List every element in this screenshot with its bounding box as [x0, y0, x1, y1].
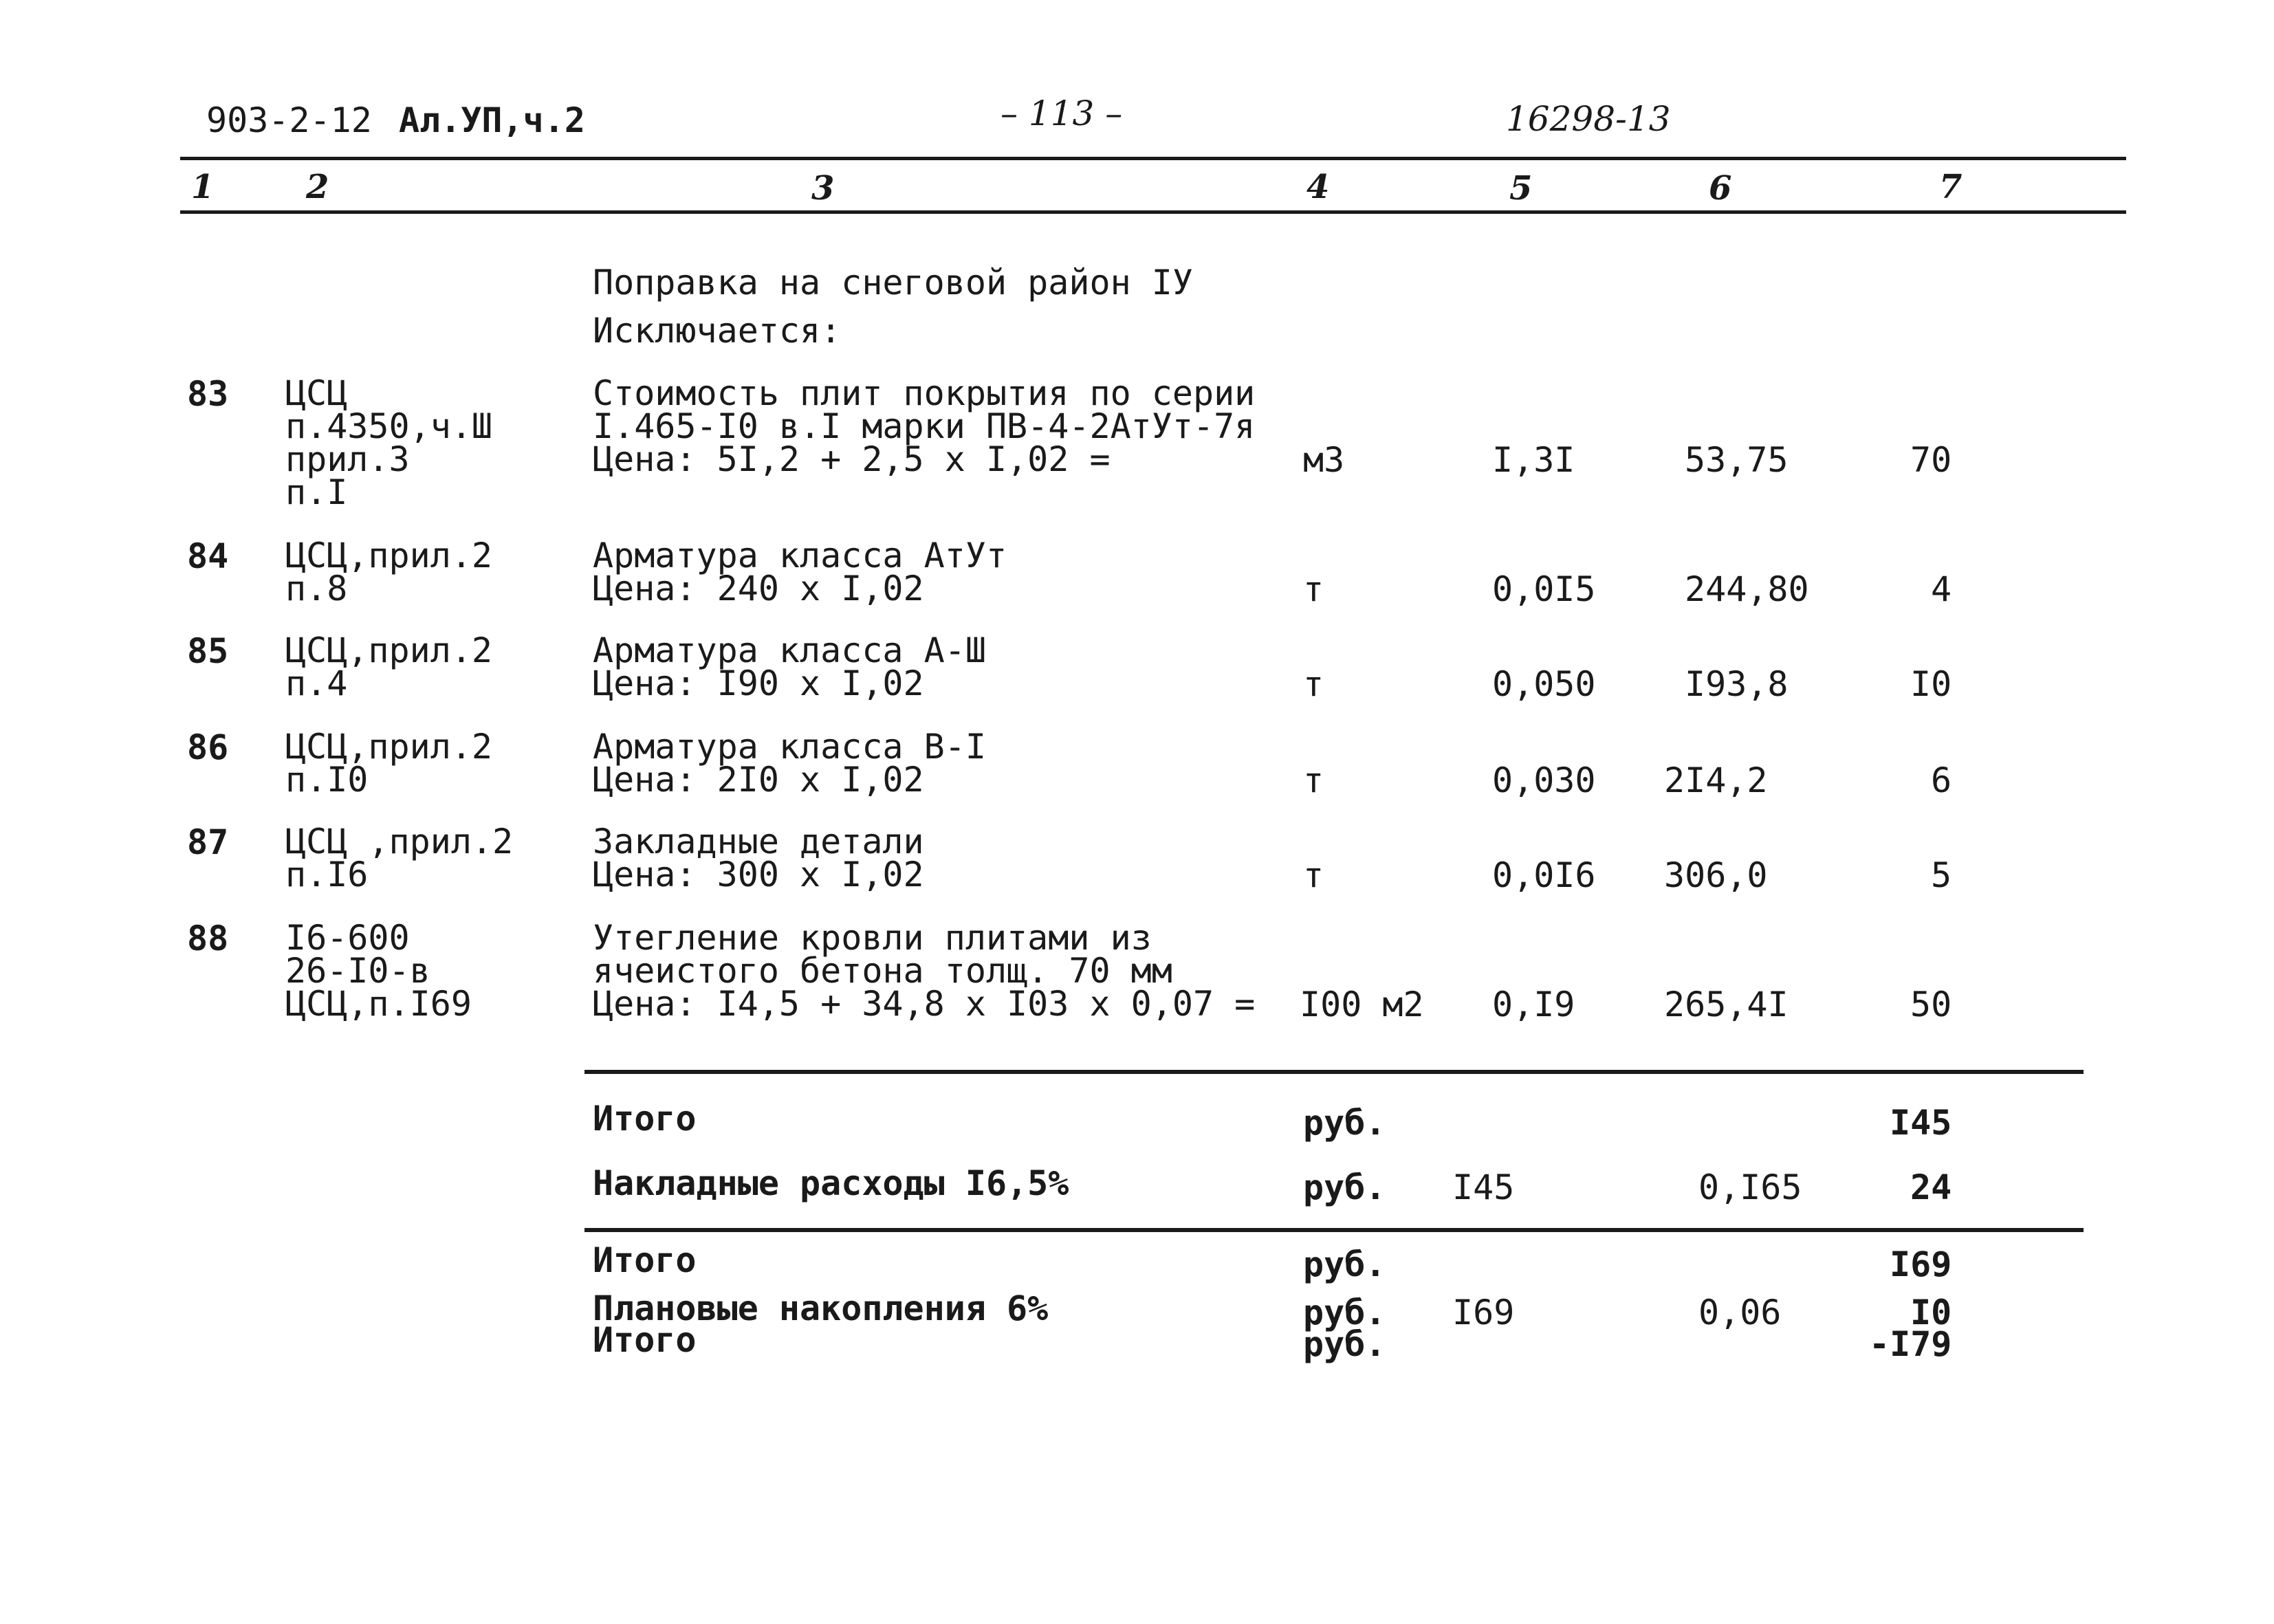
reference-cell: ЦСЦ ,прил.2 п.I6	[285, 822, 514, 895]
total-cell: 6	[1931, 760, 1952, 800]
price-cell: 265,4I	[1664, 985, 1789, 1024]
row-number: 83	[187, 374, 229, 414]
summary-unit: руб.	[1303, 1103, 1386, 1143]
summary-rule	[584, 1228, 2084, 1232]
summary-label: Итого	[593, 1099, 697, 1139]
summary-label: Итого	[593, 1240, 697, 1280]
section-heading: Поправка на снеговой район IУ	[593, 263, 1193, 303]
quantity-cell: 0,050	[1492, 664, 1596, 704]
column-number: 4	[1307, 168, 1330, 206]
summary-rule	[584, 1070, 2084, 1074]
summary-rate: 0,06	[1698, 1293, 1782, 1332]
summary-total: -I79	[1869, 1324, 1952, 1364]
description-cell: Стоимость плит покрытия по серии I.465-I0 в.I марки ПВ-4-2АтУт-7я Цена: 5I,2 + 2,5 х I,02 =	[593, 373, 1256, 479]
summary-label: Итого	[593, 1320, 697, 1360]
summary-base: I69	[1452, 1293, 1515, 1332]
total-cell: 70	[1910, 440, 1952, 480]
row-number: 87	[187, 822, 229, 862]
description-cell: Закладные детали Цена: 300 х I,02	[593, 822, 924, 895]
section-subheading: Исключается:	[593, 311, 842, 351]
summary-total: I45	[1890, 1103, 1952, 1143]
row-number: 85	[187, 631, 229, 671]
unit-cell: м3	[1303, 440, 1345, 480]
column-number: 7	[1939, 168, 1963, 206]
unit-cell: т	[1303, 760, 1324, 800]
price-cell: I93,8	[1685, 664, 1789, 704]
row-number: 86	[187, 727, 229, 767]
quantity-cell: 0,I9	[1492, 985, 1575, 1024]
column-number: 6	[1709, 169, 1732, 208]
column-number: 5	[1509, 169, 1533, 208]
total-cell: I0	[1910, 664, 1952, 704]
price-cell: 244,80	[1685, 569, 1809, 609]
description-cell: Арматура класса В-I Цена: 2I0 х I,02	[593, 727, 986, 800]
header-rule-top	[180, 157, 2126, 160]
unit-cell: т	[1303, 855, 1324, 895]
quantity-cell: 0,030	[1492, 760, 1596, 800]
summary-unit: руб.	[1303, 1167, 1386, 1207]
total-cell: 4	[1931, 569, 1952, 609]
project-code: 903-2-12	[206, 100, 372, 140]
summary-unit: руб.	[1303, 1324, 1386, 1364]
header-rule-bottom	[180, 210, 2126, 214]
quantity-cell: 0,0I5	[1492, 569, 1596, 609]
summary-base: I45	[1452, 1167, 1515, 1207]
price-cell: 2I4,2	[1664, 760, 1768, 800]
description-cell: Арматура класса АтУт Цена: 240 х I,02	[593, 536, 1007, 608]
album-ref: Ал.УП,ч.2	[399, 100, 585, 140]
column-number: 1	[191, 168, 215, 206]
row-number: 88	[187, 919, 229, 958]
document-code: 16298-13	[1506, 99, 1671, 139]
price-cell: 306,0	[1664, 855, 1768, 895]
total-cell: 5	[1931, 855, 1952, 895]
quantity-cell: 0,0I6	[1492, 855, 1596, 895]
page-number: – 113 –	[1001, 94, 1123, 133]
summary-unit: руб.	[1303, 1293, 1386, 1332]
unit-cell: I00 м2	[1300, 985, 1424, 1024]
summary-total: 24	[1910, 1167, 1952, 1207]
reference-cell: ЦСЦ,прил.2 п.8	[285, 536, 493, 608]
reference-cell: I6-600 26-I0-в ЦСЦ,п.I69	[285, 918, 472, 1024]
total-cell: 50	[1910, 985, 1952, 1024]
summary-label: Плановые накопления 6%	[593, 1288, 1049, 1328]
column-number: 3	[811, 169, 835, 208]
summary-total: I69	[1890, 1244, 1952, 1284]
summary-rate: 0,I65	[1698, 1167, 1802, 1207]
reference-cell: ЦСЦ,прил.2 п.4	[285, 630, 493, 703]
description-cell: Арматура класса А-Ш Цена: I90 х I,02	[593, 630, 986, 703]
description-cell: Утегление кровли плитами из ячеистого бетона толщ. 70 мм Цена: I4,5 + 34,8 х I03 х 0,07 =	[593, 918, 1256, 1024]
summary-total: I0	[1910, 1293, 1952, 1332]
summary-unit: руб.	[1303, 1244, 1386, 1284]
price-cell: 53,75	[1685, 440, 1789, 480]
unit-cell: т	[1303, 664, 1324, 704]
column-number: 2	[306, 168, 329, 206]
unit-cell: т	[1303, 569, 1324, 609]
summary-label: Накладные расходы I6,5%	[593, 1163, 1069, 1203]
reference-cell: ЦСЦ,прил.2 п.I0	[285, 727, 493, 800]
reference-cell: ЦСЦ п.4350,ч.Ш прил.3 п.I	[285, 373, 493, 512]
row-number: 84	[187, 536, 229, 576]
quantity-cell: I,3I	[1492, 440, 1575, 480]
